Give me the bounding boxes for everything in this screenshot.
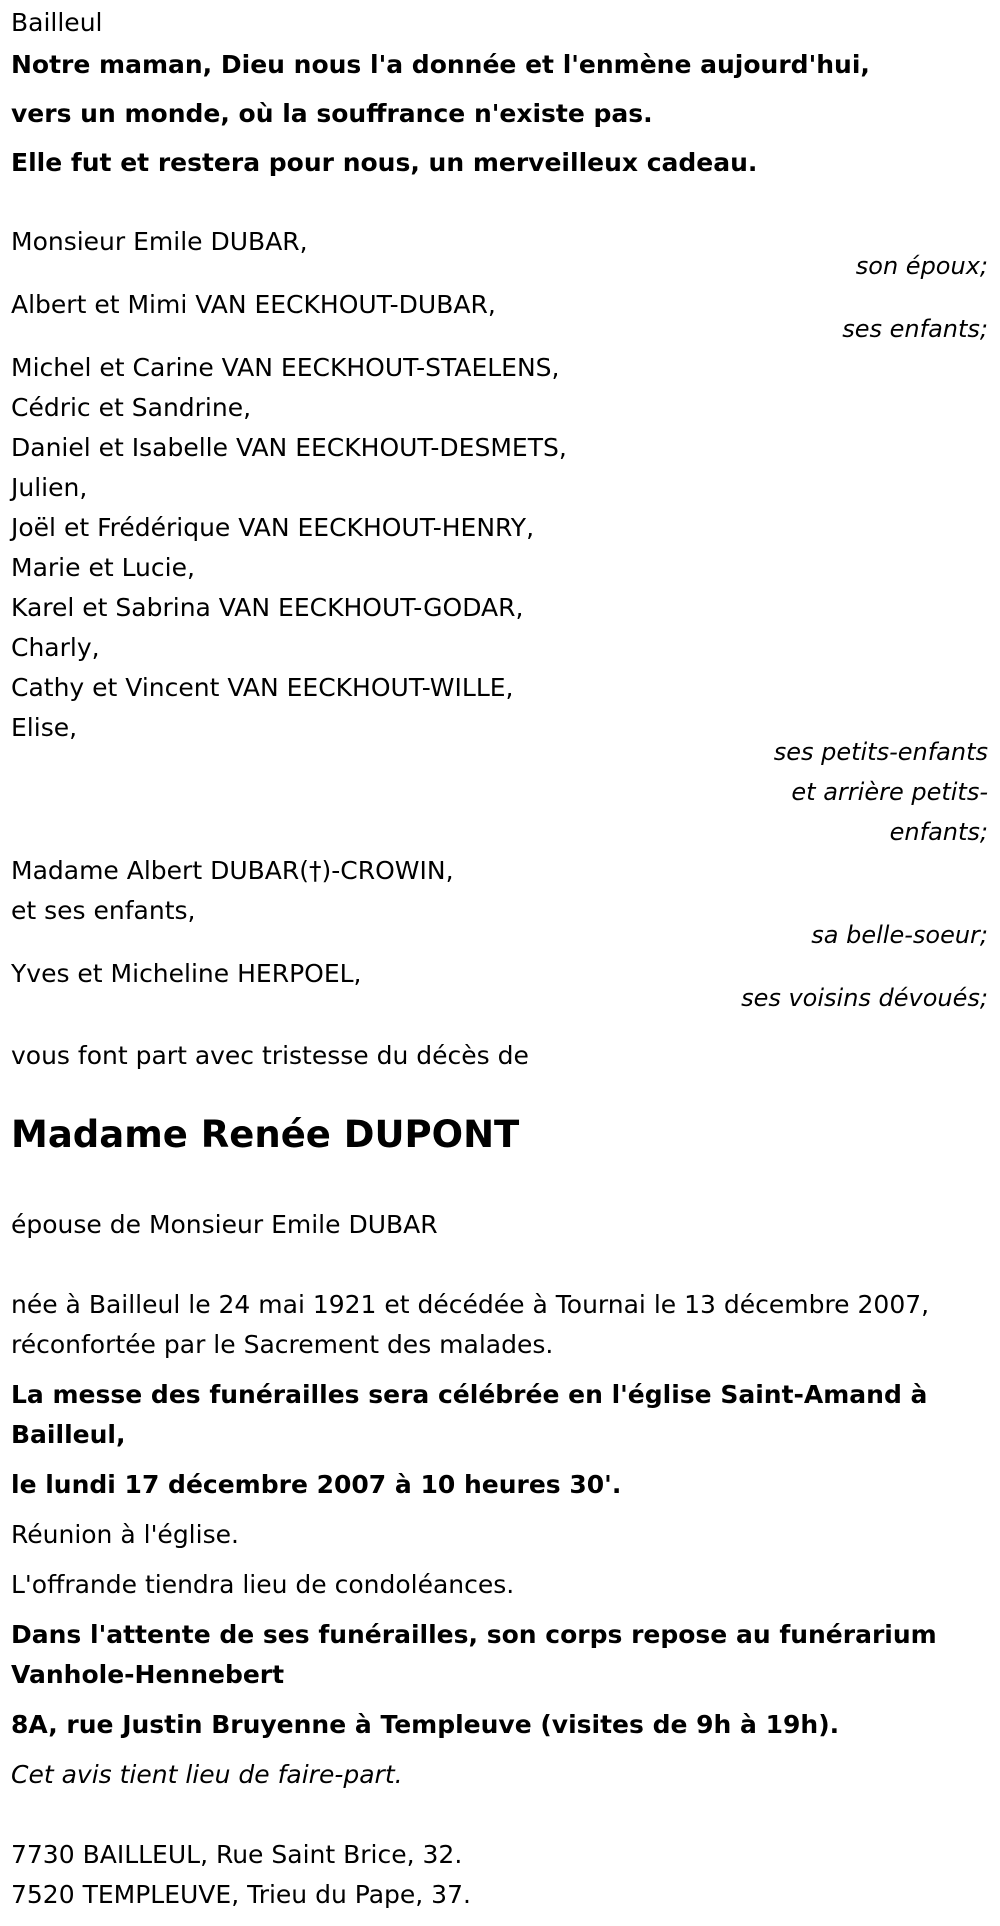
grandchild-line: Charly, xyxy=(11,633,100,662)
grandchild-line: Julien, xyxy=(11,473,88,502)
meeting-line: Réunion à l'église. xyxy=(11,1520,239,1549)
offering-line: L'offrande tiendra lieu de condoléances. xyxy=(11,1570,515,1599)
grandchildren-role-line-1: ses petits-enfants xyxy=(773,738,988,766)
announcement-line: vous font part avec tristesse du décès de xyxy=(11,1041,529,1070)
deceased-name: Madame Renée DUPONT xyxy=(11,1113,520,1156)
spouse-line: épouse de Monsieur Emile DUBAR xyxy=(11,1210,438,1239)
husband-role: son époux; xyxy=(855,252,988,280)
location: Bailleul xyxy=(11,8,103,37)
grandchild-line: Karel et Sabrina VAN EECKHOUT-GODAR, xyxy=(11,593,524,622)
children-name: Albert et Mimi VAN EECKHOUT-DUBAR, xyxy=(11,290,496,319)
sister-in-law-line-2: et ses enfants, xyxy=(11,896,196,925)
grandchildren-role-line-3: enfants; xyxy=(889,818,988,846)
address-line-2: 7520 TEMPLEUVE, Trieu du Pape, 37. xyxy=(11,1880,471,1909)
funeral-mass-line-2: Bailleul, xyxy=(11,1420,126,1449)
birth-death-line-1: née à Bailleul le 24 mai 1921 et décédée à Tournai le 13 décembre 2007, xyxy=(11,1290,930,1319)
grandchild-line: Cédric et Sandrine, xyxy=(11,393,252,422)
funerarium-line-2: Vanhole-Hennebert xyxy=(11,1660,285,1689)
grandchild-line: Joël et Frédérique VAN EECKHOUT-HENRY, xyxy=(11,513,535,542)
neighbors-role: ses voisins dévoués; xyxy=(741,984,988,1012)
funerarium-line-1: Dans l'attente de ses funérailles, son corps repose au funérarium xyxy=(11,1620,937,1649)
grandchild-line: Michel et Carine VAN EECKHOUT-STAELENS, xyxy=(11,353,560,382)
neighbors-name: Yves et Micheline HERPOEL, xyxy=(11,959,362,988)
grandchild-line: Marie et Lucie, xyxy=(11,553,195,582)
grandchildren-role-line-2: et arrière petits- xyxy=(791,778,988,806)
sister-in-law-role: sa belle-soeur; xyxy=(811,921,988,949)
funerarium-address: 8A, rue Justin Bruyenne à Templeuve (visites de 9h à 19h). xyxy=(11,1710,840,1739)
poem-line-3: Elle fut et restera pour nous, un merveilleux cadeau. xyxy=(11,148,758,177)
funeral-mass-line-1: La messe des funérailles sera célébrée en l'église Saint-Amand à xyxy=(11,1380,928,1409)
sister-in-law-line-1: Madame Albert DUBAR(†)-CROWIN, xyxy=(11,856,454,885)
husband-name: Monsieur Emile DUBAR, xyxy=(11,227,308,256)
poem-line-2: vers un monde, où la souffrance n'existe pas. xyxy=(11,99,653,128)
notice-line: Cet avis tient lieu de faire-part. xyxy=(11,1760,403,1789)
birth-death-line-2: réconfortée par le Sacrement des malades. xyxy=(11,1330,554,1359)
poem-line-1: Notre maman, Dieu nous l'a donnée et l'enmène aujourd'hui, xyxy=(11,50,870,79)
grandchild-line: Elise, xyxy=(11,713,78,742)
children-role: ses enfants; xyxy=(842,315,988,343)
funeral-date: le lundi 17 décembre 2007 à 10 heures 30'. xyxy=(11,1470,622,1499)
grandchild-line: Cathy et Vincent VAN EECKHOUT-WILLE, xyxy=(11,673,514,702)
grandchild-line: Daniel et Isabelle VAN EECKHOUT-DESMETS, xyxy=(11,433,567,462)
address-line-1: 7730 BAILLEUL, Rue Saint Brice, 32. xyxy=(11,1840,463,1869)
